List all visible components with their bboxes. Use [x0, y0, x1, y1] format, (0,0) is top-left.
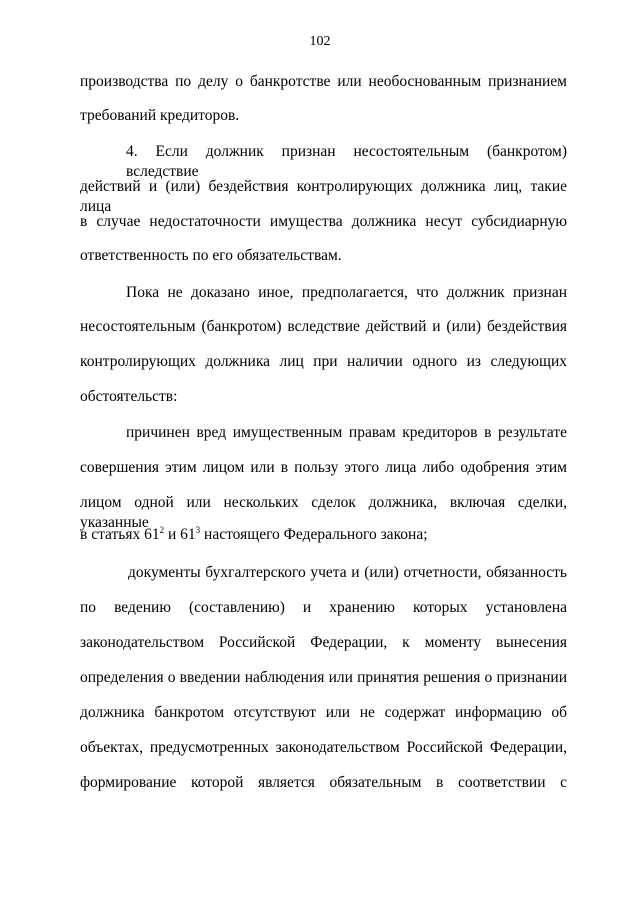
superscript: 2 [159, 525, 165, 535]
text-line: документы бухгалтерского учета и (или) отчетности, обязанность [128, 564, 567, 581]
text-line: определения о введении наблюдения или принятия решения о признании [80, 669, 567, 686]
text-line: контролирующих должника лиц при наличии одного из следующих [80, 353, 567, 370]
text-line: формирование которой является обязательным в соответствии с [80, 774, 567, 791]
text-line: должника банкротом отсутствуют или не содержат информацию об [80, 704, 567, 721]
text-line: лицом одной или нескольких сделок должника, включая сделки, указанные [80, 494, 567, 531]
text-line: объектах, предусмотренных законодательством Российской Федерации, [80, 739, 567, 756]
text-line: действий и (или) бездействия контролирующих должника лиц, такие лица [80, 178, 567, 215]
text-fragment: и 61 [164, 526, 196, 543]
text-line: требований кредиторов. [80, 107, 240, 124]
text-fragment: настоящего Федерального закона; [200, 526, 428, 543]
text-line: Пока не доказано иное, предполагается, что должник признан [126, 284, 567, 301]
text-line: производства по делу о банкротстве или необоснованным признанием [80, 73, 567, 90]
superscript: 3 [195, 525, 201, 535]
text-fragment: в статьях 61 [80, 526, 160, 543]
text-line: в случае недостаточности имущества должника несут субсидиарную [80, 213, 567, 230]
text-line: несостоятельным (банкротом) вследствие действий и (или) бездействия [80, 318, 567, 335]
text-line: ответственность по его обязательствам. [80, 247, 342, 264]
text-line: совершения этим лицом или в пользу этого лица либо одобрения этим [80, 459, 567, 476]
text-line-with-superscripts [80, 525, 567, 545]
text-line: законодательством Российской Федерации, к моменту вынесения [80, 634, 567, 651]
text-line: 4. Если должник признан несостоятельным (банкротом) вследствие [126, 143, 567, 180]
text-line: обстоятельств: [80, 388, 178, 405]
page-number: 102 [309, 34, 331, 49]
text-line: причинен вред имущественным правам кредиторов в результате [126, 424, 567, 441]
text-line: по ведению (составлению) и хранению которых установлена [80, 599, 567, 616]
